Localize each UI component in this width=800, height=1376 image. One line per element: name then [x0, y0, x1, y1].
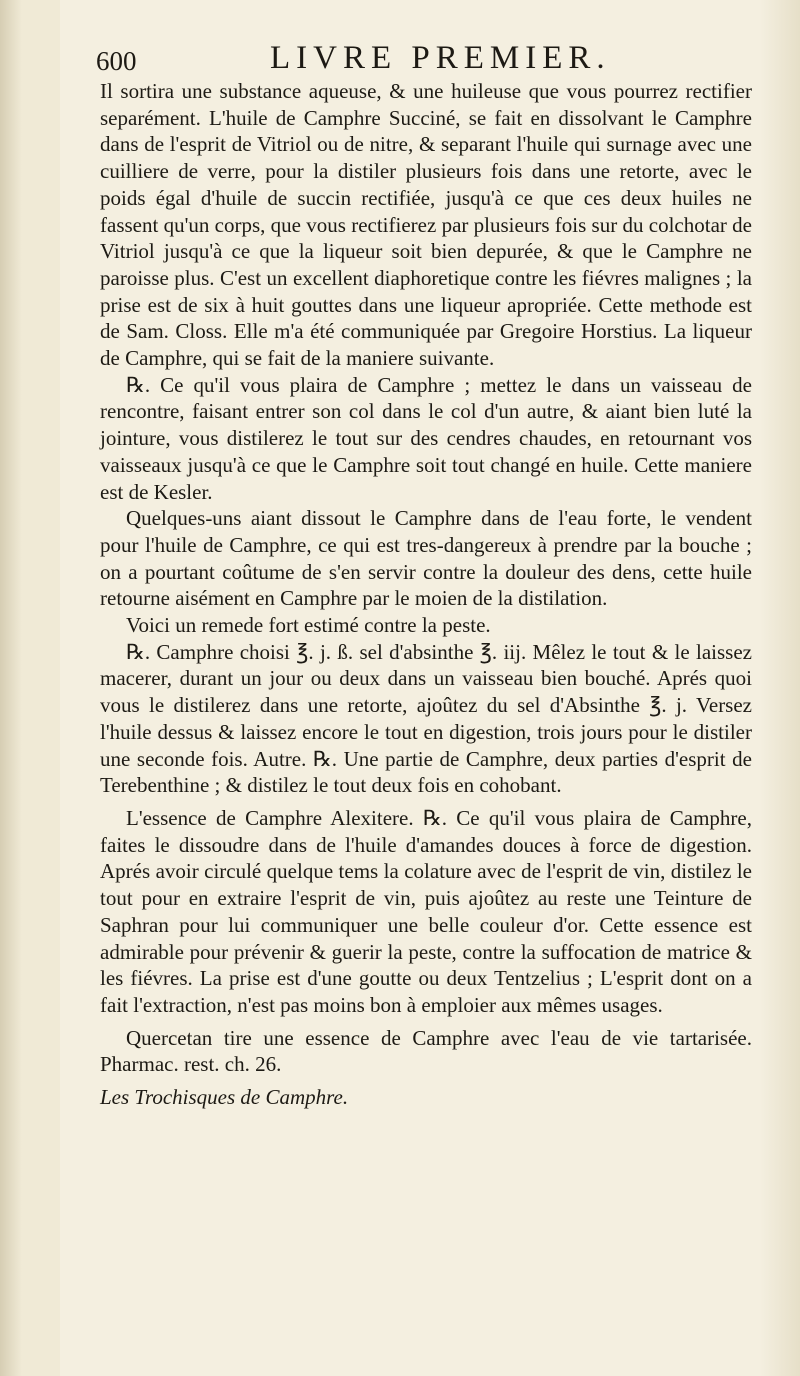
page-number: 600: [96, 46, 137, 76]
section-heading: Les Trochisques de Camphre.: [100, 1085, 349, 1110]
page-edge-shadow: [760, 0, 800, 1376]
paragraph: Voici un remede fort estimé contre la peste.: [126, 613, 491, 638]
paragraph: ℞. Camphre choisi ℥. j. ß. sel d'absinthe ℥. iij. Mêlez le tout & le laissez macerer, durant un jour ou deux dans un vaisseau bien bouché. Aprés quoi vous le distilerez dans une retorte, ajoûtez du sel d'Absinthe ℥. j. Versez l'huile dessus & laissez encore le tout en digestion, trois jours pour le distiler une seconde fois. Autre. ℞. Une partie de Camphre, deux parties d'esprit de Terebenthine ; & distilez le tout deux fois en cohobant.: [100, 639, 752, 798]
paragraph: L'essence de Camphre Alexitere. ℞. Ce qu'il vous plaira de Camphre, faites le dissoudre dans de l'huile d'amandes douces à force de digestion. Aprés avoir circulé quelque tems la colature avec de l'esprit de vin, distilez le tout pour en extraire l'esprit de vin, puis ajoûtez au reste une Teinture de Saphran pour lui communiquer une belle couleur d'or. Cette essence est admirable pour prévenir & guerir la peste, contre la suffocation de matrice & les fiévres. La prise est d'une goutte ou deux Tentzelius ; L'esprit dont on a fait l'extraction, n'est pas moins bon à emploier aux mêmes usages.: [100, 805, 752, 1017]
running-title: LIVRE PREMIER.: [270, 40, 611, 76]
paragraph: Il sortira une substance aqueuse, & une huileuse que vous pourrez rectifier separément. L'huile de Camphre Succiné, se fait en dissolvant le Camphre dans de l'esprit de Vitriol ou de nitre, & separant l'huile qui surnage avec une cuilliere de verre, pour la distiler plusieurs fois dans une retorte, avec le poids égal d'huile de succin rectifiée, jusqu'à ce que ces deux huiles ne fassent qu'un corps, que vous rectifierez par plusieurs fois sur du colchotar de Vitriol jusqu'à ce que la liqueur soit bien depurée, & que le Camphre ne paroisse plus. C'est un excellent diaphoretique contre les fiévres malignes ; la prise est de six à huit gouttes dans une liqueur apropriée. Cette methode est de Sam. Closs. Elle m'a été communiquée par Gregoire Horstius. La liqueur de Camphre, qui se fait de la maniere suivante.: [100, 79, 752, 371]
paragraph: Quercetan tire une essence de Camphre avec l'eau de vie tartarisée. Pharmac. rest. ch. 26.: [100, 1025, 752, 1077]
paragraph: Quelques-uns aiant dissout le Camphre dans de l'eau forte, le vendent pour l'huile de Camphre, ce qui est tres-dangereux à prendre par la bouche ; on a pourtant coûtume de s'en servir contre la douleur des dens, cette huile retourne aisément en Camphre par le moien de la distilation.: [100, 506, 752, 611]
page-header: [96, 40, 736, 80]
body-text: [100, 78, 752, 1111]
paragraph: ℞. Ce qu'il vous plaira de Camphre ; mettez le dans un vaisseau de rencontre, faisant entrer son col dans le col d'un autre, & aiant bien luté la jointure, vous distilerez le tout sur des cendres chaudes, en retournant vos vaisseaux jusqu'à ce que le Camphre soit tout changé en huile. Cette maniere est de Kesler.: [100, 372, 752, 504]
book-gutter: [0, 0, 22, 1376]
